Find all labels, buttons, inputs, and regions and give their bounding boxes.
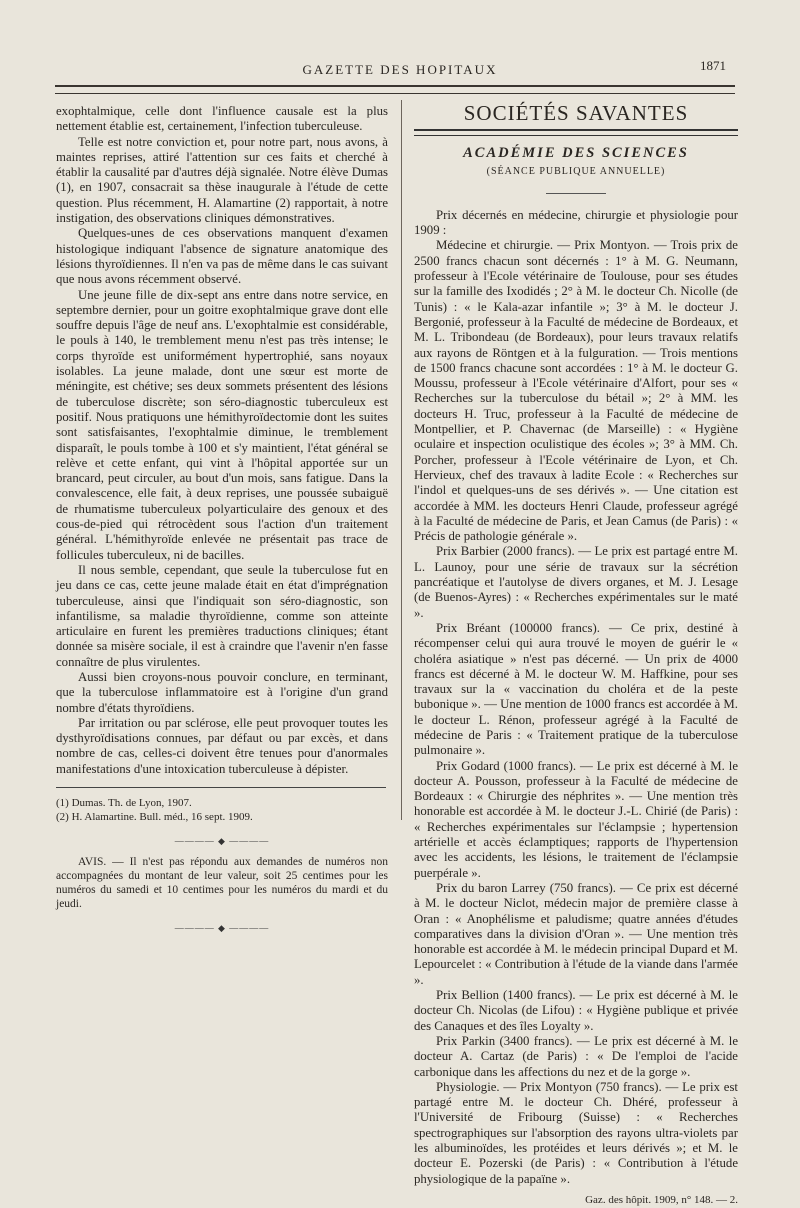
footnote: (1) Dumas. Th. de Lyon, 1907.	[56, 797, 192, 810]
paragraph: Prix Godard (1000 francs). — Le prix est décerné à M. le docteur A. Pousson, professeur à la Faculté de médecine de Bordeaux : « Chirurgie des néphrites ». — Une mention très honorable est accordée à M. le docteur J.-L. Chirié (de Paris) : « Recherches expérimentales sur l'éclampsie ; hypertension artérielle et accès éclamptiques; rapports de l'hypertension avec les accidents, les lésions, le traitement de l'éclampsie puerpérale ».	[414, 758, 738, 880]
left-column	[56, 104, 388, 943]
paragraph: Prix Bréant (100000 francs). — Ce prix, destiné à récompenser celui qui aura trouvé le moyen de guérir le « choléra asiatique » n'est pas décerné. — Un prix de 4000 francs est décerné à M. le docteur W. M. Haffkine, pour ses travaux sur la « vaccination du choléra et de la peste bubonique ». — Une mention de 1000 francs est accordée à M. le docteur L. Rénon, professeur agrégé à la Faculté de médecine de Paris : « Traitement pratique de la tuberculose pulmonaire ».	[414, 620, 738, 758]
footnote: (2) H. Alamartine. Bull. méd., 16 sept. 1909.	[56, 811, 253, 824]
section-title: SOCIÉTÉS SAVANTES	[463, 101, 689, 125]
paragraph: Quelques-unes de ces observations manquent d'examen histologique indiquant l'absence de signature anatomique des lésions thyroïdiennes. Il n'en va pas de même dans le cas suivant que nous avons récemment observé.	[56, 226, 388, 287]
right-column	[414, 101, 738, 1208]
footnote-rule	[56, 787, 386, 788]
paragraph: Médecine et chirurgie. — Prix Montyon. — Trois prix de 2500 francs chacun sont décernés : 1° à M. G. Neumann, professeur à l'Ecole vétérinaire de Toulouse, pour ses études sur la famille des Ixodidés ; 2° à M. le docteur Ch. Nicolle (de Tunis) : « le Kala-azar infantile »; 3° à M. le docteur J. Bergonié, professeur à la Faculté de médecine de Bordeaux, et M. L. Tribondeau (de Bordeaux), pour leurs travaux relatifs aux rayons de Röntgen et à la fulguration. — Trois mentions de 1500 francs chacune sont accordées : 1° à M. le docteur G. Moussu, professeur à l'Ecole vétérinaire d'Alfort, pour ses « Recherches sur la tuberculose du bétail »; 2° à MM. les docteurs H. Truc, professeur à la Faculté de médecine de Montpellier, et P. Chavernac (de Marseille) : « Hygiène oculaire et inspection oculistique des écoles »; 3° à MM. Ch. Porcher, professeur à l'Ecole vétérinaire de Lyon, et Ch. Hervieux, chef des travaux à ladite Ecole : « Recherches sur l'indol et quelques-uns de ses dérivés ». — Une citation est accordée à MM. les docteurs Henri Claude, professeur agrégé à la Faculté de médecine de Paris, et Jean Camus (de Paris) : « Précis de pathologie générale ».	[414, 238, 738, 544]
running-head: GAZETTE DES HOPITAUX	[302, 62, 498, 77]
section-rule	[414, 129, 738, 136]
header-double-rule	[55, 85, 735, 94]
paragraph: Prix Parkin (3400 francs). — Le prix est décerné à M. le docteur A. Cartaz (de Paris) : « De l'emploi de l'acide carbonique dans les affections du nez et de la gorge ».	[414, 1033, 738, 1079]
issue-footer: Gaz. des hôpit. 1909, n° 148. — 2.	[585, 1193, 738, 1206]
paragraph: Prix du baron Larrey (750 francs). — Ce prix est décerné à M. le docteur Niclot, médecin major de première classe à Oran : « Anophélisme et paludisme; quatre années d'études comparatives dans la division d'Oran ». — Une mention très honorable est accordée à M. le médecin principal Dupard et M. Lepourcelet : « Contribution à l'étude de la viande dans l'armée ».	[414, 880, 738, 987]
paragraph: Physiologie. — Prix Montyon (750 francs). — Le prix est partagé entre M. le docteur Ch. Dhéré, professeur à l'Université de Fribourg (Suisse) : « Recherches spectrographiques sur l'absorption des rayons ultra-violets par les albuminoïdes, les protéides et leurs dérivés »; et M. le docteur E. Pozerski (de Paris) : « Contribution à l'étude physiologique de la papaïne ».	[414, 1079, 738, 1186]
paragraph: Prix Bellion (1400 francs). — Le prix est décerné à M. le docteur Ch. Nicolas (de Lifou) : « Hygiène publique et privée des Canaques et des îles Loyalty ».	[414, 988, 738, 1033]
ornament-divider: ———— ◆ ————	[174, 923, 270, 934]
academy-subtitle: (SÉANCE PUBLIQUE ANNUELLE)	[486, 165, 666, 177]
ornament-divider: ———— ◆ ————	[174, 836, 270, 847]
paragraph: Prix décernés en médecine, chirurgie et physiologie pour 1909 :	[414, 207, 738, 238]
paragraph: Une jeune fille de dix-sept ans entre dans notre service, en septembre dernier, pour un goitre exophtalmique grave dont elle souffre depuis l'âge de neuf ans. L'exophtalmie est considérable, le pouls à 140, le tremblement menu n'est pas très intense; le corps thyroïde est uniformément hypertrophié, sans noyaux isolables. La jeune malade, dont une sœur est morte de méningite, est chétive; ses deux sommets présentent des lésions de tuberculose discrète; son séro-diagnostic tuberculeux est positif. Nous pratiquons une hémithyroïdectomie dont les suites sont satisfaisantes, l'exophtalmie diminue, le tremblement disparaît, le pouls tombe à 100 et s'y maintient, l'état général se relève et cette enfant, qui vint à l'hôpital apportée sur un brancard, peut circuler, au bout d'un mois, sans fatigue. Dans la convalescence, elle fait, à deux reprises, une poussée subaiguë de rhumatisme tuberculeux polyarticulaire des genoux et des cous-de-pied qui rétrocèdent sous l'action d'un traitement général. L'hémithyroïde enlevée ne présentait pas trace de follicules tuberculeux, ni de bacilles.	[56, 287, 388, 562]
paragraph: Par irritation ou par sclérose, elle peut provoquer toutes les dysthyroïdisations connues, par défaut ou par excès, et dans nombre de cas, celles-ci doivent être tenues pour d'anormales manifestations d'une intoxication tuberculeuse à dépister.	[56, 715, 388, 776]
paragraph: Il nous semble, cependant, que seule la tuberculose fut en jeu dans ce cas, cette jeune malade était en état d'imprégnation tuberculeuse, ainsi que l'indiquait son séro-diagnostic, son infantilisme, sa maladie thyroïdienne, comme son atteinte articulaire en furent les premières traductions cliniques; étant donnée sa misère sociale, il est à craindre que l'avenir n'en fasse connaître de plus virulentes.	[56, 562, 388, 669]
paragraph: exophtalmique, celle dont l'influence causale est la plus nettement établie est, certainement, l'infection tuberculeuse.	[56, 104, 388, 134]
paragraph: Telle est notre conviction et, pour notre part, nous avons, à maintes reprises, attiré l'attention sur ces faits et cherché à établir la causalité par d'autres déjà signalée. Notre élève Dumas (1), en 1907, consacrait sa thèse inaugurale à l'étude de cette question. Plus récemment, H. Alamartine (2) rapportait, à notre instigation, des observations cliniques démonstratives.	[56, 134, 388, 226]
column-divider	[401, 100, 402, 820]
academy-title: ACADÉMIE DES SCIENCES	[463, 145, 689, 162]
avis-notice: AVIS. — Il n'est pas répondu aux demandes de numéros non accompagnées du montant de leur valeur, soit 25 centimes pour les numéros du samedi et 10 centimes pour les numéros du mardi et du jeudi.	[56, 856, 388, 911]
page-number: 1871	[700, 58, 726, 73]
paragraph: Prix Barbier (2000 francs). — Le prix est partagé entre M. L. Launoy, pour une série de travaux sur la sécrétion pancréatique et l'autolyse de divers organes, et M. J. Lesage (de Buenos-Ayres) : « Recherches expérimentales sur le maté ».	[414, 544, 738, 620]
short-rule	[546, 193, 606, 194]
paragraph: Aussi bien croyons-nous pouvoir conclure, en terminant, que la tuberculose inflammatoire est à l'origine d'un grand nombre d'états thyroïdiens.	[56, 669, 388, 715]
